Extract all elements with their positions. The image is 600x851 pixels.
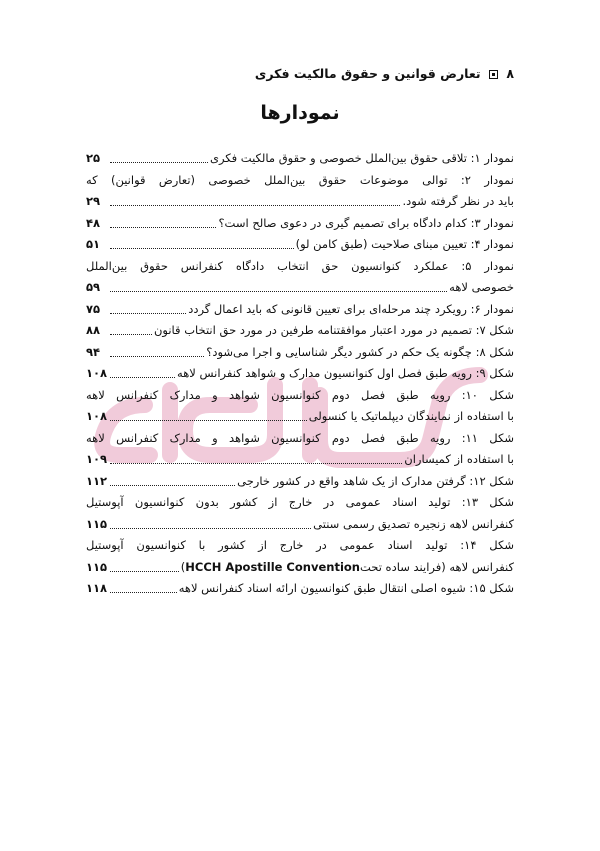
toc-entry-line: [86, 535, 514, 557]
page-title: نمودارها: [260, 102, 340, 124]
square-bullet-icon: [489, 70, 498, 79]
toc-entry-text: شکل ۱۳: تولید اسناد عمومی در خارج از کشور بدون کنوانسیون آپوستیل: [86, 495, 514, 509]
toc-entry-continuation: با استفاده از کمیساران: [404, 452, 514, 466]
toc-entry-text: شکل ۸: چگونه یک حکم در کشور دیگر شناسایی و اجرا می‌شود؟: [206, 344, 514, 359]
toc-entry-text: شکل ۱۴: تولید اسناد عمومی در خارج از کشور با کنوانسیون آپوستیل: [86, 538, 514, 552]
toc-entry-line: [86, 557, 514, 579]
dot-leader: [110, 227, 216, 228]
toc-page-number: ۷۵: [86, 301, 101, 316]
toc-entry-line: [86, 363, 514, 385]
dot-leader: [110, 356, 204, 357]
dot-leader: [110, 571, 179, 572]
toc-entry-line: [86, 256, 514, 278]
dot-leader: [110, 334, 152, 335]
toc-entry-line: [86, 213, 514, 235]
dot-leader: [110, 205, 400, 206]
toc-entry-line: [86, 234, 514, 256]
toc-entry-line: [86, 428, 514, 450]
toc-entry-text: شکل ۱۵: شیوه اصلی انتقال طبق کنوانسیون ارائه اسناد کنفرانس لاهه: [178, 581, 514, 595]
toc-entry-continuation: با استفاده از نمایندگان دیپلماتیک یا کنسولی: [308, 409, 514, 423]
dot-leader: [110, 248, 294, 249]
toc-page-number: ۲۵: [86, 151, 101, 165]
toc-page-number: ۵۱: [86, 237, 101, 251]
toc-entry-line: [86, 342, 514, 364]
toc-entry-line: [86, 191, 514, 213]
toc-page-number: ۲۹: [86, 194, 101, 208]
dot-leader: [110, 291, 447, 292]
toc-page-number: ۱۰۹: [86, 452, 108, 466]
dot-leader: [110, 377, 175, 378]
dot-leader: [110, 528, 311, 529]
toc-entry-text: نمودار ۲: توالی موضوعات حقوق بین‌الملل خصوصی (تعارض قوانین) که: [86, 172, 514, 187]
page-number: ۸: [506, 66, 514, 81]
toc-entry-continuation: باید در نظر گرفته شود.: [402, 194, 514, 208]
toc-entry-text: نمودار ۵: عملکرد کنوانسیون حق انتخاب دادگاه کنفرانس حقوق بین‌الملل: [86, 258, 514, 273]
toc-entry-line: [86, 449, 514, 471]
toc-entry-text: نمودار ۱: تلاقی حقوق بین‌الملل خصوصی و حقوق مالکیت فکری: [209, 151, 514, 165]
toc-page-number: ۱۱۵: [86, 559, 108, 574]
toc-entry-text: شکل ۱۱: رویه طبق فصل دوم کنوانسیون شواهد و مدارک کنفرانس لاهه: [86, 430, 514, 445]
toc-entry-line: [86, 320, 514, 342]
dot-leader: [110, 162, 208, 163]
dot-leader: [110, 313, 186, 314]
toc-entry-text: شکل ۹: رویه طبق فصل اول کنوانسیون مدارک و شواهد کنفرانس لاهه: [177, 366, 514, 380]
figures-list: [86, 148, 514, 600]
toc-page-number: ۱۱۸: [86, 581, 108, 595]
toc-page-number: ۱۰۸: [86, 366, 108, 380]
running-title: تعارض قوانین و حقوق مالکیت فکری: [254, 66, 481, 81]
toc-entry-line: [86, 148, 514, 170]
toc-entry-text: نمودار ۶: رویکرد چند مرحله‌ای برای تعیین قانونی که باید اعمال گردد: [188, 301, 514, 316]
toc-entry-line: [86, 170, 514, 192]
toc-entry-text: شکل ۱۲: گرفتن مدارک از یک شاهد واقع در کشور خارجی: [237, 473, 514, 488]
toc-entry-line: [86, 299, 514, 321]
toc-page-number: ۹۴: [86, 344, 101, 359]
toc-page-number: ۱۱۵: [86, 516, 108, 531]
toc-entry-line: [86, 578, 514, 600]
toc-entry-english-term: HCCH Apostille Convention: [185, 559, 360, 574]
toc-entry-line: [86, 471, 514, 493]
toc-entry-continuation: کنفرانس لاهه زنجیره تصدیق رسمی سنتی: [313, 516, 514, 531]
toc-entry-closing: ): [180, 559, 186, 574]
toc-page-number: ۱۰۸: [86, 409, 108, 423]
toc-entry-line: [86, 277, 514, 299]
toc-page-number: ۴۸: [86, 215, 101, 230]
toc-entry-line: [86, 514, 514, 536]
toc-entry-text: نمودار ۳: کدام دادگاه برای تصمیم گیری در دعوی صالح است؟: [218, 215, 514, 230]
toc-page-number: ۵۹: [86, 280, 101, 294]
toc-entry-text: شکل ۷: تصمیم در مورد اعتبار موافقتنامه طرفین در مورد حق انتخاب قانون: [153, 323, 514, 337]
toc-entry-continuation: خصوصی لاهه: [449, 280, 514, 294]
toc-entry-text: شکل ۱۰: رویه طبق فصل دوم کنوانسیون شواهد و مدارک کنفرانس لاهه: [86, 387, 514, 402]
dot-leader: [110, 485, 235, 486]
toc-page-number: ۱۱۲: [86, 473, 108, 488]
toc-entry-continuation: کنفرانس لاهه (فرایند ساده تحت: [359, 559, 514, 574]
toc-entry-line: [86, 385, 514, 407]
toc-entry-text: نمودار ۴: تعیین مبنای صلاحیت (طبق کامن لو): [295, 237, 514, 251]
dot-leader: [110, 463, 402, 464]
toc-entry-line: [86, 492, 514, 514]
toc-entry-line: [86, 406, 514, 428]
toc-page-number: ۸۸: [86, 323, 101, 337]
running-header: [84, 66, 514, 81]
dot-leader: [110, 420, 307, 421]
dot-leader: [110, 592, 177, 593]
